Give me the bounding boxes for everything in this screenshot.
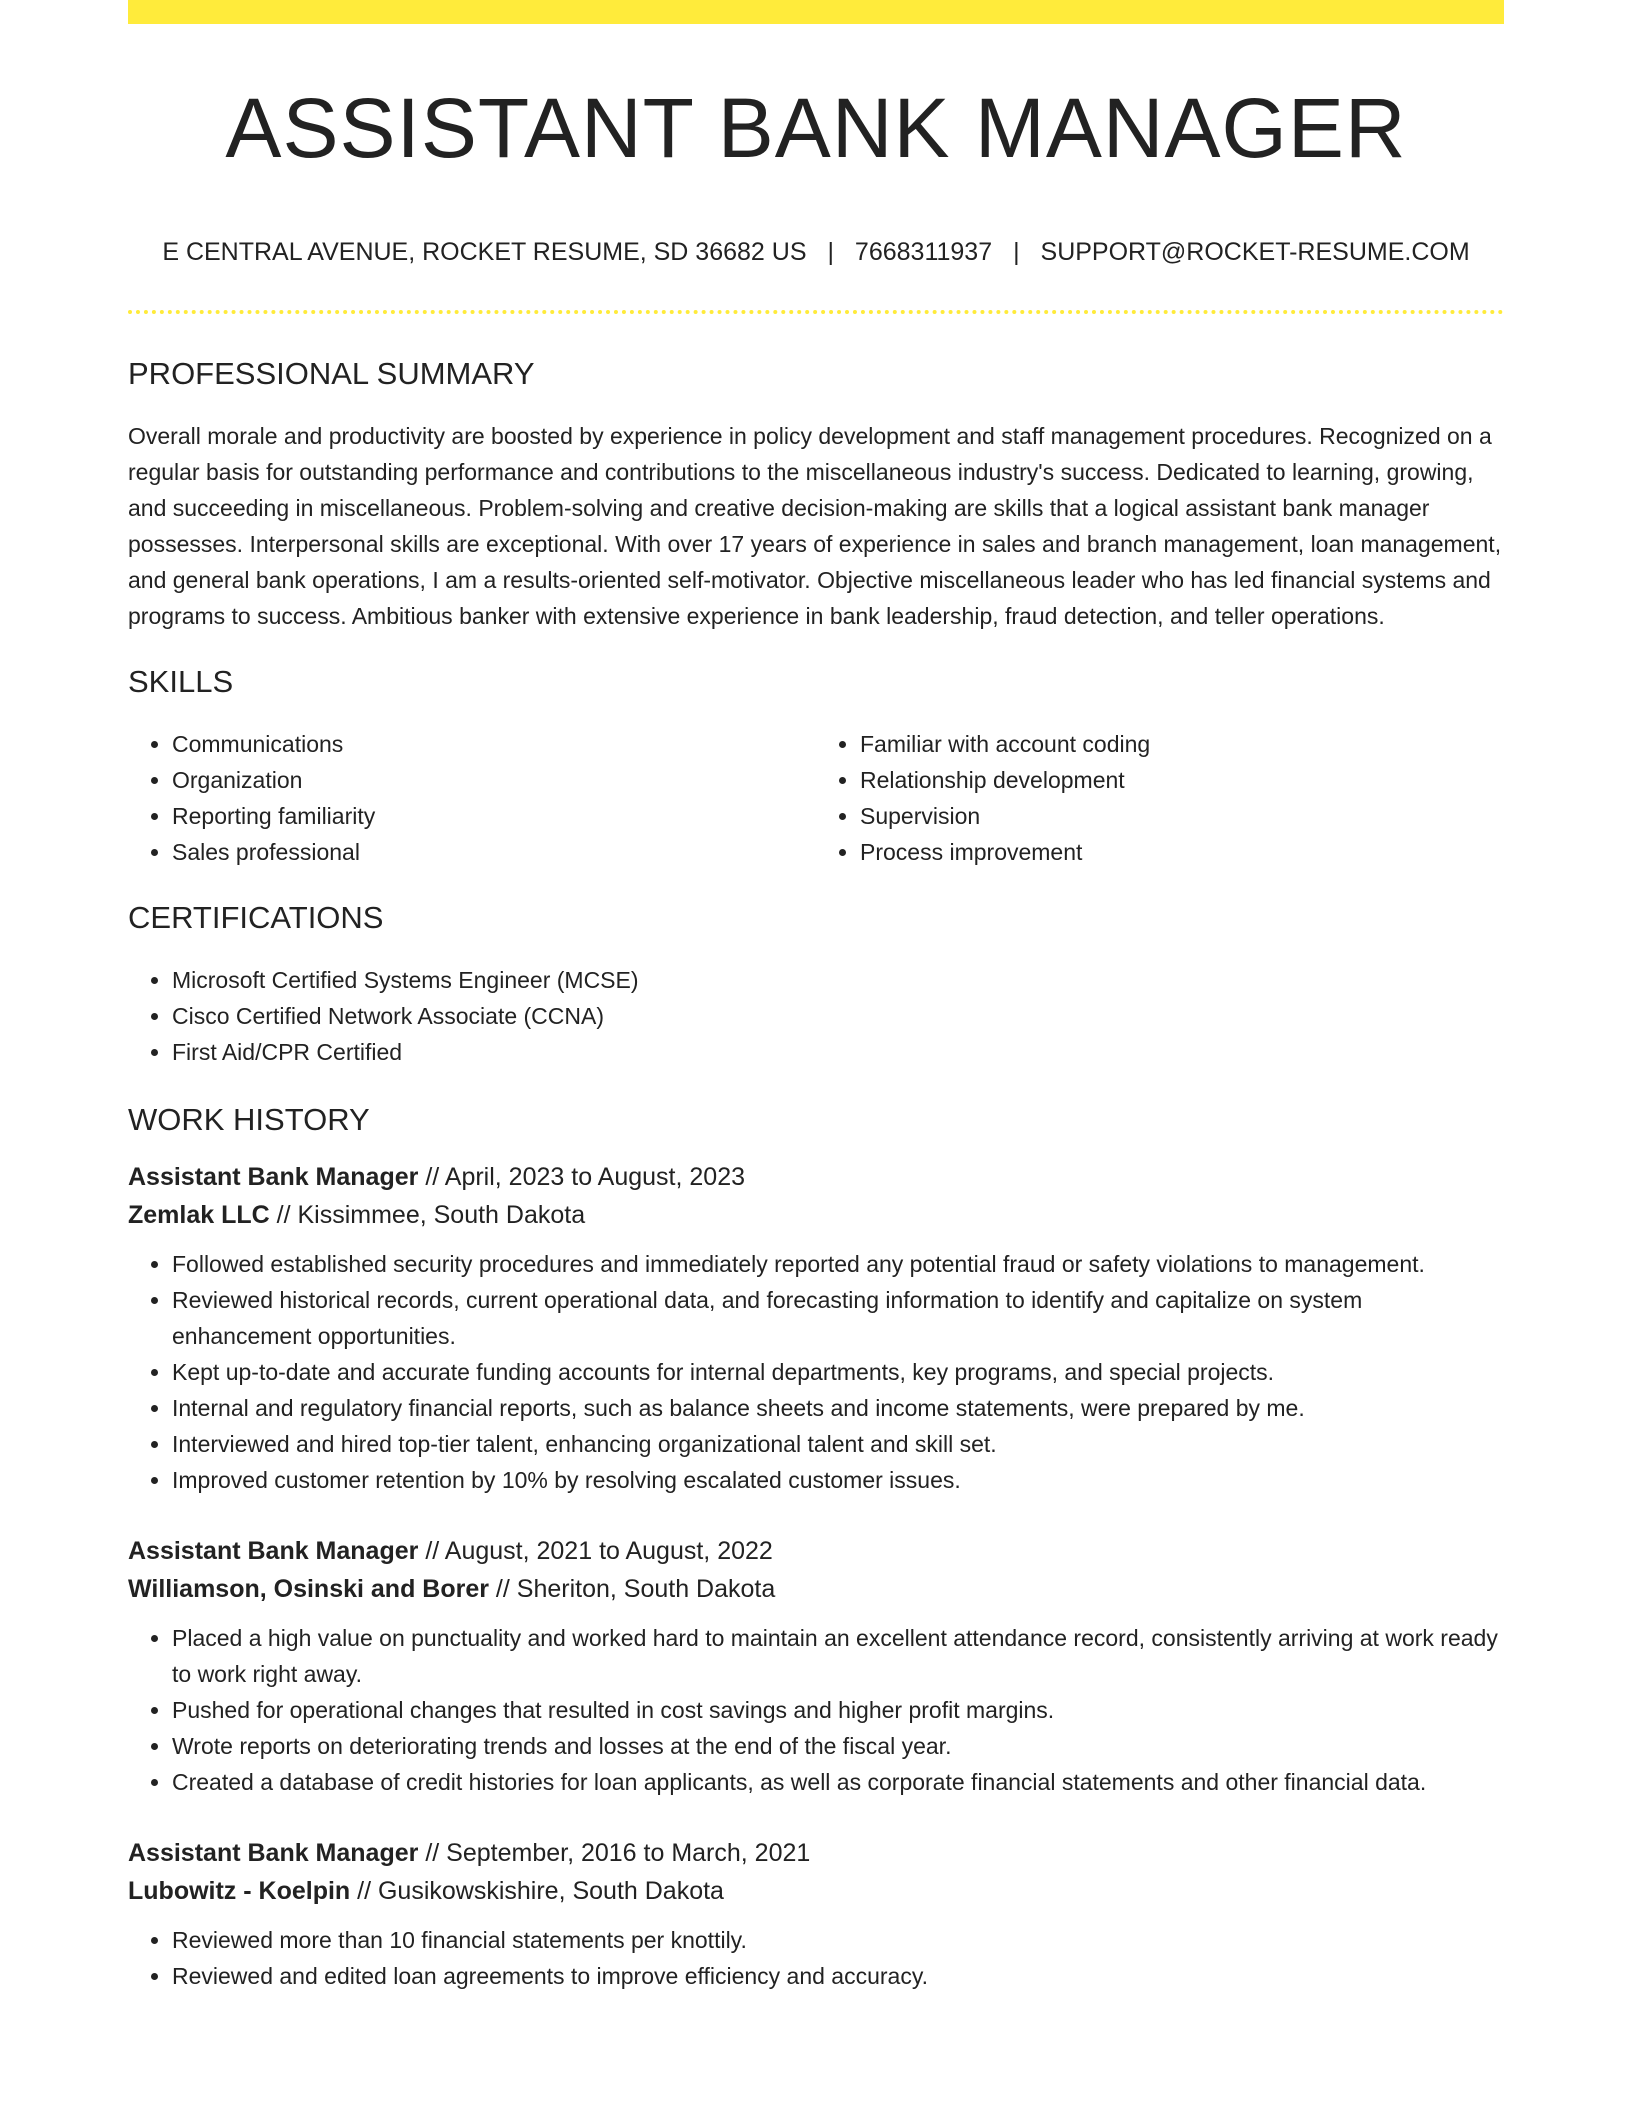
skill-item: • Communications [172,726,816,762]
job-company: Williamson, Osinski and Borer [128,1575,489,1603]
contact-email: SUPPORT@ROCKET-RESUME.COM [1040,238,1470,266]
skills-left-list [128,726,816,870]
skill-item: • Relationship development [860,762,1504,798]
job-bullet: • Kept up-to-date and accurate funding accounts for internal departments, key programs, and special projects. [172,1354,1504,1390]
certification-item: • Microsoft Certified Systems Engineer (MCSE) [172,962,1504,998]
skills-heading: SKILLS [128,664,234,699]
resume-title: ASSISTANT BANK MANAGER [225,81,1407,175]
contact-separator: | [827,238,834,266]
job-location: // Kissimmee, South Dakota [269,1201,586,1229]
skill-item: • Reporting familiarity [172,798,816,834]
job-role: Assistant Bank Manager [128,1839,419,1867]
summary-text: Overall morale and productivity are boosted by experience in policy development and staff management procedures. Recognized on a regular basis for outstanding performance and contributions to the miscellaneous industry's success. Dedicated to learning, growing, and succeeding in miscellaneous. Problem-solving and creative decision-making are skills that a logical assistant bank manager possesses. Interpersonal skills are exceptional. With over 17 years of experience in sales and branch management, loan management, and general bank operations, I am a results-oriented self-motivator. Objective miscellaneous leader who has led financial systems and programs to success. Ambitious banker with extensive experience in bank leadership, fraud detection, and teller operations. [128,423,1502,629]
job-company-line [128,1196,1504,1234]
contact-address: E CENTRAL AVENUE, ROCKET RESUME, SD 36682 US [162,238,807,266]
job-bullet: • Reviewed historical records, current operational data, and forecasting information to identify and capitalize on system enhancement opportunities. [172,1282,1504,1354]
certification-item: • First Aid/CPR Certified [172,1034,1504,1070]
certification-item: • Cisco Certified Network Associate (CCNA) [172,998,1504,1034]
skill-item: • Sales professional [172,834,816,870]
job-bullets [128,1246,1504,1498]
contact-phone: 7668311937 [854,238,993,266]
job-title-line [128,1834,1504,1872]
job-company-line [128,1570,1504,1608]
job-bullets [128,1620,1504,1800]
job-entry [128,1834,1504,1994]
job-company: Lubowitz - Koelpin [128,1877,351,1905]
job-bullet: • Improved customer retention by 10% by resolving escalated customer issues. [172,1462,1504,1498]
job-title-line [128,1532,1504,1570]
skills-right-list [816,726,1504,870]
job-dates: // April, 2023 to August, 2023 [418,1163,745,1191]
job-company-line [128,1872,1504,1910]
job-bullet: • Reviewed and edited loan agreements to improve efficiency and accuracy. [172,1958,1504,1994]
work-history-heading: WORK HISTORY [128,1102,370,1137]
contact-line [128,236,1504,268]
certifications-heading: CERTIFICATIONS [128,900,384,935]
job-dates: // August, 2021 to August, 2022 [418,1537,773,1565]
job-bullet: • Wrote reports on deteriorating trends and losses at the end of the fiscal year. [172,1728,1504,1764]
job-bullet: • Reviewed more than 10 financial statements per knottily. [172,1922,1504,1958]
job-bullet: • Pushed for operational changes that resulted in cost savings and higher profit margins. [172,1692,1504,1728]
job-bullets [128,1922,1504,1994]
job-entry [128,1532,1504,1800]
contact-separator: | [1013,238,1020,266]
dotted-divider [128,310,1504,314]
skills-columns [128,726,1504,870]
job-title-line [128,1158,1504,1196]
job-role: Assistant Bank Manager [128,1163,419,1191]
job-bullet: • Followed established security procedures and immediately reported any potential fraud or safety violations to management. [172,1246,1504,1282]
job-location: // Gusikowskishire, South Dakota [350,1877,724,1905]
job-location: // Sheriton, South Dakota [488,1575,776,1603]
job-company: Zemlak LLC [128,1201,270,1229]
certifications-list [128,962,1504,1070]
skill-item: • Supervision [860,798,1504,834]
job-bullet: • Created a database of credit histories for loan applicants, as well as corporate financial statements and other financial data. [172,1764,1504,1800]
job-bullet: • Interviewed and hired top-tier talent, enhancing organizational talent and skill set. [172,1426,1504,1462]
skill-item: • Familiar with account coding [860,726,1504,762]
job-role: Assistant Bank Manager [128,1537,419,1565]
resume-content [128,0,1504,1994]
summary-heading: PROFESSIONAL SUMMARY [128,356,535,391]
job-bullet: • Internal and regulatory financial reports, such as balance sheets and income statements, were prepared by me. [172,1390,1504,1426]
job-bullet: • Placed a high value on punctuality and worked hard to maintain an excellent attendance record, consistently arriving at work ready to work right away. [172,1620,1504,1692]
job-dates: // September, 2016 to March, 2021 [418,1839,811,1867]
job-entry [128,1158,1504,1498]
skill-item: • Process improvement [860,834,1504,870]
skill-item: • Organization [172,762,816,798]
